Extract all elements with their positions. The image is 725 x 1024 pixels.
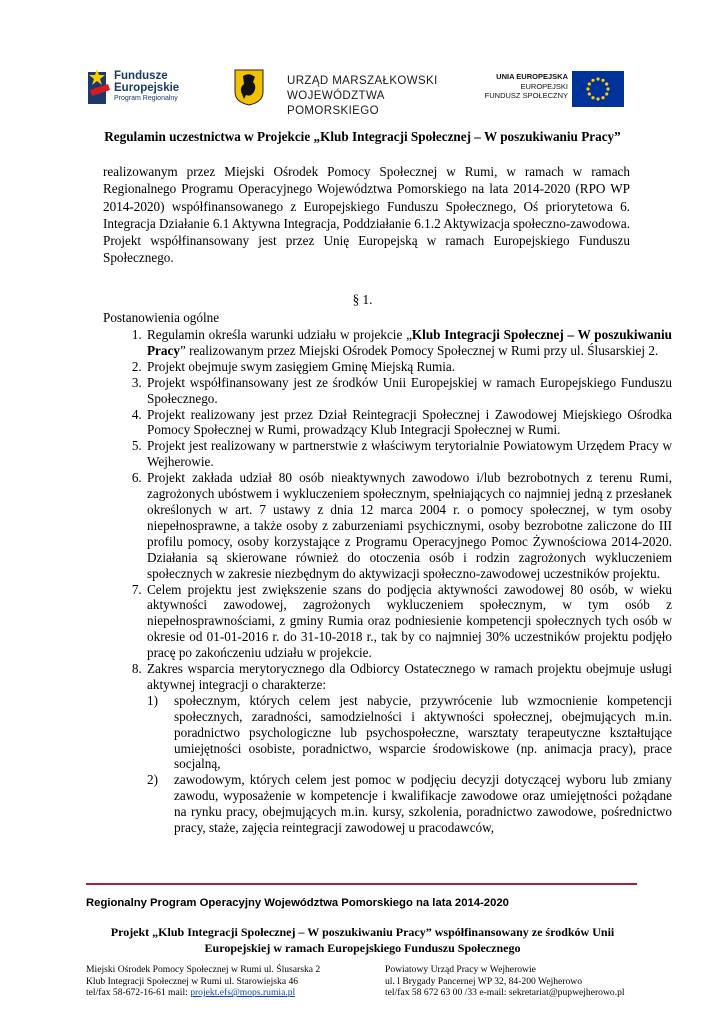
footer-divider (86, 883, 637, 885)
footer-right-line1: Powiatowy Urząd Pracy w Wejherowie (385, 964, 536, 975)
footer-left-contact (86, 964, 320, 999)
footer-left-line3 (86, 987, 320, 999)
ue-logo-line3: FUNDUSZ SPOŁECZNY (484, 91, 568, 100)
general-provisions-list (103, 327, 672, 836)
eu-flag-icon (572, 71, 624, 107)
urzad-marszalkowski-logo (233, 68, 443, 117)
footer-left-phone: tel/fax 58-672-16-61 mail: (86, 987, 191, 999)
fe-logo-line2: Europejskie (114, 82, 180, 94)
list-item (145, 327, 672, 359)
list-item (145, 661, 672, 836)
footer-right-line2: ul. l Brygady Pancernej WP 32, 84-200 Wejherowo (385, 975, 583, 987)
list-item: 5. Projekt jest realizowany w partnerstwie z właściwym terytorialnie Powiatowym Urzędem Pracy w Wejherowie. (145, 438, 672, 470)
sub-item-text: zawodowym, których celem jest pomoc w podjęciu decyzji dotyczącej wyboru lub zmiany zawodu, wyposażenie w kompetencje i kwalifikacje zawodowe oraz umiejętności pożądane na rynku pracy, obejmujących m.in. kursy, szkolenia, poradnictwo zawodowe, pośrednictwo pracy, staże, zajęcia reintegracji zawodowej u pracodawców, (174, 772, 672, 836)
sub-list-item (147, 772, 672, 836)
support-types-list (147, 693, 672, 836)
um-logo-line1: URZĄD MARSZAŁKOWSKI (287, 75, 438, 87)
sub-item-number: 2) (147, 772, 158, 788)
list-item: 7. Celem projektu jest zwiększenie szans do podjęcia aktywności zawodowej 80 osób, w wieku aktywności zawodowej, zagrożonych wykluczeniem społecznym, w tym osób z niepełnosprawnościami, z gminy Rumia oraz podniesienie kompetencji społecznych tych osób w okresie od 01-01-2016 r. do 31-10-2018 r., tak by co najmniej 30% uczestników projektu podjęło pracę po zakończeniu udziału w projekcie. (145, 582, 672, 662)
item8-text: Zakres wsparcia merytorycznego dla Odbiorcy Ostatecznego w ramach projektu obejmuje usługi aktywnej integracji o charakterze: (147, 661, 672, 692)
item1-text-start: Regulamin określa warunki udziału w projekcie „ (147, 327, 412, 342)
fe-logo-line3: Program Regionalny (114, 95, 178, 102)
section-heading: Postanowienia ogólne (103, 310, 220, 325)
footer-program: Regionalny Program Operacyjny Województwa Pomorskiego na lata 2014-2020 (86, 897, 509, 909)
sub-list-item (147, 692, 672, 773)
list-item: 4. Projekt realizowany jest przez Dział Reintegracji Społecznej i Zawodowej Miejskiego Ośrodka Pomocy Społecznej w Rumi, prowadzący Klub Integracji Społecznej w Rumi. (145, 407, 672, 439)
document-title: Regulamin uczestnictwa w Projekcie „Klub Integracji Społecznej – W poszukiwaniu Pracy” (104, 129, 621, 144)
griffin-crest-icon (233, 68, 265, 106)
footer-left-line2: Klub Integracji Społecznej w Rumi ul. Starowiejska 46 (86, 975, 299, 987)
fe-star-icon (86, 68, 112, 106)
item1-project-name: Klub Integracji Społecznej – W poszukiwaniu Pracy (147, 327, 672, 358)
sub-item-text: społecznym, których celem jest nabycie, przywrócenie lub wzmocnienie kompetencji społecznych, zaradności, samodzielności i aktywności społecznej, obejmujących m.in. poradnictwo psychologiczne lub psychospołeczne, warsztaty terapeutyczne kształtujące umiejętności osobiste, poradnictwo, wsparcie środowiskowe (np. animacja pracy), prace socjalną, (174, 692, 672, 772)
email-link[interactable]: projekt.efs@mops.rumia.pl (190, 987, 296, 999)
fundusze-europejskie-logo (86, 68, 246, 108)
section-number: § 1. (352, 292, 373, 307)
footer-right-contact (385, 964, 625, 999)
list-item: 2. Projekt obejmuje swym zasięgiem Gminę Miejską Rumia. (145, 359, 672, 375)
list-item: 6. Projekt zakłada udział 80 osób nieaktywnych zawodowo i/lub bezrobotnych z terenu Rumi, zagrożonych ubóstwem i wykluczeniem społecznym, spełniających co najmniej jedną z przesłanek określonych w art. 7 ustawy z dnia 12 marca 2004 r. o pomocy społecznej, w tym osoby niepełnosprawne, a także osoby z zaburzeniami psychicznymi, osoby bezrobotne zaliczone do III profilu pomocy, osoby korzystające z Programu Operacyjnego Pomoc Żywnościowa 2014-2020. Działania są skierowane również do otoczenia osób i rodzin zagrożonych wykluczeniem społecznych w zakresie niezbędnym do aktywizacji społeczno-zawodowej uczestników projektu. (145, 470, 672, 581)
list-item: 3. Projekt współfinansowany jest ze środków Unii Europejskiej w ramach Europejskiego Funduszu Społecznego. (145, 375, 672, 407)
footer-left-line1: Miejski Ośrodek Pomocy Społecznej w Rumi ul. Ślusarska 2 (86, 964, 321, 975)
item1-text-end: ” realizowanym przez Miejski Ośrodek Pomocy Społecznej w Rumi przy ul. Ślusarskiej 2. (179, 342, 659, 358)
footer-project-line2: Europejskiej w ramach Europejskiego Funduszu Społecznego (204, 941, 521, 955)
intro-paragraph: realizowanym przez Miejski Ośrodek Pomocy Społecznej w Rumi, w ramach w ramach Regionalnego Programu Operacyjnego Województwa Pomorskiego na lata 2014-2020 (RPO WP 2014-2020) współfinansowanego z Europejskiego Funduszu Społecznego, Oś priorytetowa 6. Integracja Działanie 6.1 Aktywna Integracja, Poddziałanie 6.1.2 Aktywizacja społeczno-zawodowa. Projekt współfinansowany jest przez Unię Europejską w ramach Europejskiego Funduszu Społecznego. (103, 164, 630, 266)
fe-logo-line1: Fundusze (114, 70, 168, 82)
footer-project-note (0, 924, 725, 956)
footer-right-line3: tel/fax 58 672 63 00 /33 e-mail: sekretariat@pupwejherowo.pl (385, 987, 625, 999)
ue-efs-logo-text (478, 72, 568, 100)
sub-item-number: 1) (147, 692, 158, 708)
ue-logo-line2: EUROPEJSKI (520, 82, 568, 91)
um-logo-line2: WOJEWÓDZTWA POMORSKIEGO (287, 90, 385, 117)
footer-project-line1: Projekt „Klub Integracji Społecznej – W poszukiwaniu Pracy” współfinansowany ze środków Unii (110, 925, 615, 939)
ue-logo-line1: UNIA EUROPEJSKA (496, 72, 568, 81)
